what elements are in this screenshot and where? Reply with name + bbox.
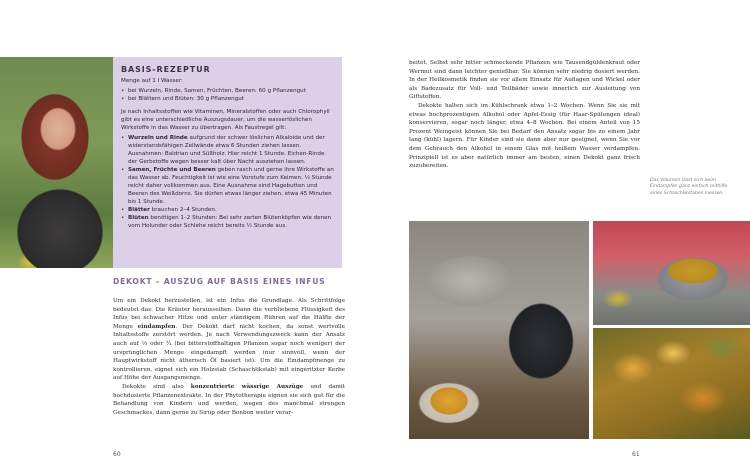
text-run: . Der Dekokt darf nicht kochen, da sonst wertvolle Inhaltsstoffe zerstört werden. Je nach Verwendungszweck kann der Ansatz auch auf ⅓ oder ¼ (bei bitterstoffhaltigen Pflanzen sogar noch weniger) der ursprünglichen Menge eingedampft werden (nur sinnvoll, wenn der Hauptwirkstoff nicht ätherisch Öl basiert ist). Um die Eindampfmenge zu kontrollieren, eignet sich ein Holzstab (Schaschlikstab) mit eingeritzter Kerbe auf Höhe der Ausgangsmenge. — [113, 323, 346, 382]
rule-term: Blüten — [128, 215, 149, 221]
paragraph — [113, 383, 345, 417]
recipe-title: BASIS-REZEPTUR — [121, 65, 211, 74]
section-heading: DEKOKT – AUSZUG AUF BASIS EINES INFUS — [113, 277, 326, 286]
recipe-paragraph: Je nach Inhaltsstoffen wie Vitaminen, Mineralstoffen oder auch Chlorophyll gibt es eine unterschiedliche Auszugsdauer, um die wasserlöslichen Wirkstoffe in das Wasser zu übertragen. Als Faustregel gilt: — [121, 109, 330, 131]
recipe-rule-item — [121, 214, 334, 230]
rule-text: aufgrund der schwer löslichen Alkaloide und der widerstandsfähigen Zellwände etwa 6 Stunden ziehen lassen. Ausnahmen: Baldrian und Süßholz. Hier reicht 1 Stunde. Eichen-Rinde der Gerbstoffe wegen besser kalt über Nacht ausziehen lassen. — [128, 135, 325, 165]
photo-caption: Das Volumen lässt sich beim Eindampfen ganz einfach mithilfe eines Schaschlikstabes messen. — [650, 178, 728, 196]
recipe-rule-list — [121, 134, 334, 230]
rule-term: Wurzeln und Rinde — [128, 135, 188, 141]
rule-term: Blätter — [128, 207, 150, 213]
paragraph: beitet. Selbst sehr bitter schmeckende Pflanzen wie Tausendgüldenkraut oder Wermut sind dann leichter genießbar. Sie können sehr niedrig dosiert werden. In der Heilkosmetik finden sie vor allem Einsatz für Auflagen und Wickel oder als Badezusatz für Voll- und Teilbäder sowie innerlich zur Ausleitung von Giftstoffen. — [409, 60, 640, 101]
recipe-amount-item: • bei Blättern und Blüten: 30 g Pflanzengut — [121, 95, 334, 103]
recipe-box — [113, 57, 342, 268]
body-text-right — [409, 59, 640, 171]
rule-text: brauchen 2–4 Stunden. — [149, 207, 217, 213]
recipe-rule-item — [121, 206, 334, 214]
body-text-left — [113, 297, 345, 417]
paragraph: Dekokte halten sich im Kühlschrank etwa 1–2 Wochen. Wenn Sie sie mit etwas hochprozentigem Alkohol oder Apfel-Essig (für Haar-Spülungen ideal) konservieren, sogar noch länger, etwa 4–8 Wochen. Bei einem Anteil von 15 Prozent Weingeist können Sie bei Bedarf den Ansatz sogar bis zu einem Jahr lang (kühl) lagern. Für Kinder sind sie dann aber nur geeignet, wenn Sie vor dem Gebrauch den Alkohol in einem Glas mit heißem Wasser verdampfen. Prinzipiell ist es aber natürlich immer am besten, einen Dekokt ganz frisch zuzubereiten. — [409, 102, 640, 170]
page-number-left: 60 — [113, 451, 121, 458]
rule-term: Samen, Früchte und Beeren — [128, 167, 216, 173]
photo-steeping-flowers — [593, 328, 750, 439]
recipe-rule-item — [121, 134, 334, 166]
photo-teapot-and-bowls — [409, 221, 589, 439]
recipe-amount-list — [121, 87, 334, 103]
page-number-right: 61 — [632, 451, 640, 458]
rule-text: geben rasch und gerne ihre Wirkstoffe an das Wasser ab. Feuchtigkeit ist wie eine Vorstufe zum Keimen. ½ Stunde reicht daher vollkommen aus. Eine Ausnahme sind Hagebutten und Beeren des Weißdorns. Sie dürfen etwas länger ziehen, etwa 45 Minuten bis 1 Stunde. — [128, 167, 334, 205]
text-run: Dekokte sind also — [122, 383, 191, 390]
text-bold: konzentrierte wässrige Auszüge — [190, 383, 304, 390]
text-bold: eindampfen — [137, 323, 176, 330]
recipe-intro: Menge auf 1 l Wasser: — [121, 78, 183, 84]
text-run: Um ein Dekokt herzustellen, ist ein Infus die Grundlage. Als Schrittfolge bedeutet das: Die Kräuter herausseihen. Dann die verbliebene Flüssigkeit des Infus bei schwacher Hitze und unter ständigem Rühren auf die Hälfte der Menge — [113, 298, 345, 330]
text-run: und damit hochdosierte Pflanzenextrakte. In der Phytotherapie eignen sie sich gut für die Behandlung von Kindern und werden, wegen des manchmal strengen Geschmackes, dann gerne zu Sirup oder Bonbon weiter verar- — [113, 383, 345, 416]
photo-woman-with-herbs — [0, 57, 113, 268]
rule-text: benötigen 1–2 Stunden: Bei sehr zarten Blütenköpfen wie denen vom Holunder oder Schlehe reicht bereits ½ Stunde aus. — [128, 215, 332, 229]
photo-pot-with-stick — [593, 221, 750, 325]
recipe-amount-item: • bei Wurzeln, Rinde, Samen, Früchten, Beeren: 60 g Pflanzengut — [121, 87, 334, 95]
paragraph — [113, 297, 345, 383]
recipe-rule-item — [121, 166, 334, 206]
